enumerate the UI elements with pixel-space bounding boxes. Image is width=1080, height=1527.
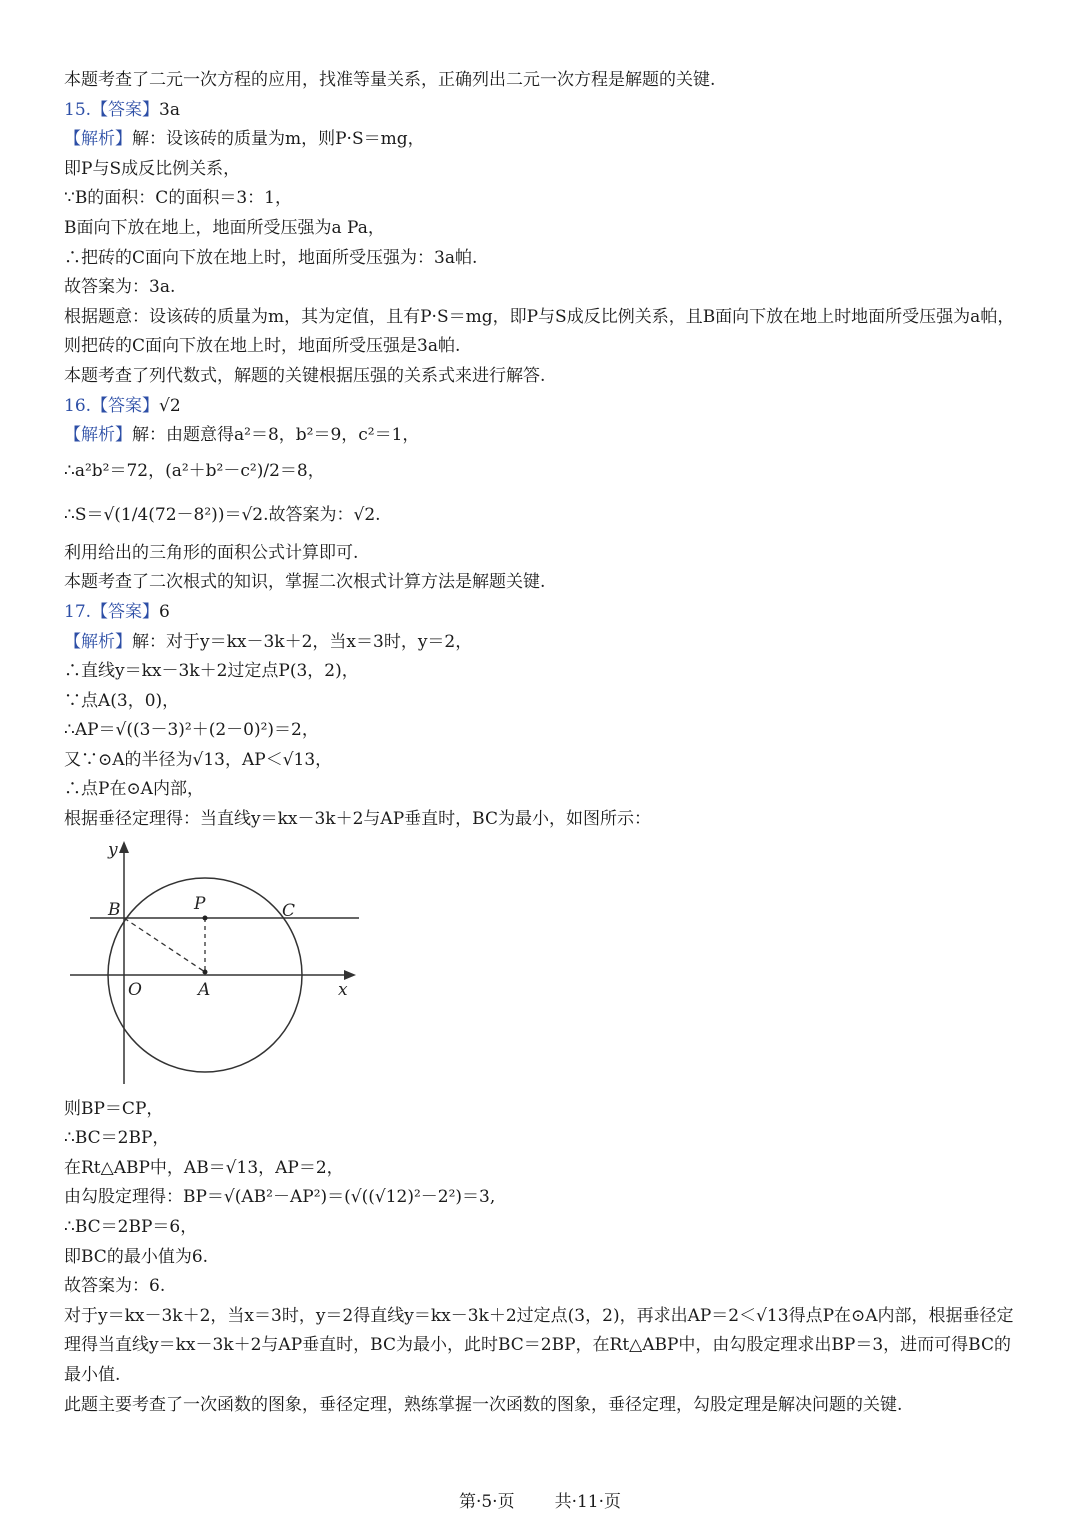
q17-answer: 6 xyxy=(159,601,170,622)
y-axis-arrow xyxy=(119,841,129,853)
q17-solution-line: 根据垂径定理得：当直线y＝kx－3k＋2与AP垂直时，BC为最小，如图所示： xyxy=(64,809,651,830)
q17-solution-line: ∴BC＝2BP， xyxy=(64,1128,170,1149)
point-p xyxy=(203,915,208,920)
q16-answer: √2 xyxy=(159,395,181,416)
q17-solution-line: ∴AP＝√((3－3)²＋(2－0)²)＝2， xyxy=(64,720,319,741)
label-x: x xyxy=(338,979,348,1000)
q17-solution-line: ∴BC＝2BP＝6， xyxy=(64,1217,198,1238)
label-a: A xyxy=(198,979,211,1000)
q17-solution-line: ∴直线y＝kx－3k＋2过定点P(3，2)， xyxy=(64,661,359,682)
page-total: 共·11·页 xyxy=(554,1492,622,1512)
q15-summary: 本题考查了列代数式，解题的关键根据压强的关系式来进行解答. xyxy=(64,365,546,386)
q17-solution-line: ∵点A(3，0)， xyxy=(64,690,180,711)
q17-explanation: 对于y＝kx－3k＋2，当x＝3时，y＝2得直线y＝kx－3k＋2过定点(3，2)，再求出AP＝2＜√13得点P在⊙A内部，根据垂径定理得当直线y＝kx－3k＋2与AP垂直时，BC为最小，此时BC＝2BP，在Rt△ABP中，由勾股定理求出BP＝3，进而可得BC的最小值. xyxy=(64,1305,1014,1385)
label-p: P xyxy=(194,893,206,914)
q17-answer-line xyxy=(64,598,1024,628)
label-c: C xyxy=(282,900,296,921)
q17-analysis-line xyxy=(64,628,1024,658)
q17-solution-line: 在Rt△ABP中，AB＝√13，AP＝2， xyxy=(64,1157,344,1178)
q15-solution-line: ∵B的面积：C的面积＝3：1， xyxy=(64,188,292,209)
q16-summary: 本题考查了二次根式的知识，掌握二次根式计算方法是解题关键. xyxy=(64,572,546,593)
q16-solution-line: 解：由题意得a²＝8，b²＝9，c²＝1， xyxy=(132,425,420,446)
page-number: 第·5·页 xyxy=(458,1492,515,1512)
q15-analysis-tag: 【解析】 xyxy=(64,129,132,150)
q15-answer: 3a xyxy=(159,99,180,120)
top-paragraph: 本题考查了二元一次方程的应用，找准等量关系，正确列出二元一次方程是解题的关键. xyxy=(64,70,716,90)
q17-answer-tag: 【答案】 xyxy=(91,601,160,622)
q17-solution-line: 解：对于y＝kx－3k＋2，当x＝3时，y＝2， xyxy=(132,631,473,652)
q15-solution-line: 故答案为：3a. xyxy=(64,277,176,298)
q17-solution-line: 即BC的最小值为6. xyxy=(64,1246,209,1267)
segment-ab xyxy=(124,918,205,972)
q15-solution-line: 即P与S成反比例关系， xyxy=(64,158,241,179)
document-page xyxy=(64,66,1024,1420)
q16-answer-tag: 【答案】 xyxy=(91,395,160,416)
q15-explanation: 根据题意：设该砖的质量为m，其为定值，且有P·S＝mg，即P与S成反比例关系，且B面向下放在地上时地面所受压强为a帕，则把砖的C面向下放在地上时，地面所受压强是3a帕. xyxy=(64,306,1015,357)
q16-solution-line: ∴a²b²＝72，(a²＋b²－c²)/2＝8， xyxy=(64,460,325,481)
q15-answer-line xyxy=(64,96,1024,126)
q16-analysis-line xyxy=(64,421,1024,451)
q17-solution-line: 由勾股定理得：BP＝√(AB²－AP²)＝(√((√12)²－2²)＝3, xyxy=(64,1187,496,1208)
q15-analysis-line xyxy=(64,125,1024,155)
geometry-diagram xyxy=(64,839,364,1089)
q17-solution-line: 故答案为：6. xyxy=(64,1276,166,1297)
point-a xyxy=(203,969,208,974)
q16-number: 16. xyxy=(64,395,92,416)
q17-solution-line: ∴点P在⊙A内部， xyxy=(64,779,204,800)
q16-solution-line: ∴S＝√(1/4(72－8²))＝√2.故答案为：√2. xyxy=(64,504,381,525)
q15-answer-tag: 【答案】 xyxy=(91,99,160,120)
label-b: B xyxy=(108,899,121,920)
label-o: O xyxy=(128,979,142,1000)
q16-answer-line xyxy=(64,392,1024,422)
q17-number: 17. xyxy=(64,601,92,622)
q16-analysis-tag: 【解析】 xyxy=(64,425,132,446)
x-axis-arrow xyxy=(344,970,356,980)
q15-solution-line: ∴把砖的C面向下放在地上时，地面所受压强为：3a帕. xyxy=(64,247,478,268)
page-footer xyxy=(0,1487,1080,1512)
circle-figure xyxy=(64,839,364,1089)
q15-solution-line: B面向下放在地上，地面所受压强为a Pa， xyxy=(64,217,385,238)
q16-solution-line: 利用给出的三角形的面积公式计算即可. xyxy=(64,542,359,563)
q17-analysis-tag: 【解析】 xyxy=(64,631,132,652)
q17-summary: 此题主要考查了一次函数的图象，垂径定理，熟练掌握一次函数的图象，垂径定理，勾股定理是解决问题的关键. xyxy=(64,1394,903,1415)
label-y: y xyxy=(108,839,118,860)
q15-solution-line: 解：设该砖的质量为m，则P·S＝mg， xyxy=(132,129,425,150)
q17-solution-line: 又∵⊙A的半径为√13，AP＜√13， xyxy=(64,749,333,770)
q15-number: 15. xyxy=(64,99,92,120)
q17-solution-line: 则BP＝CP， xyxy=(64,1098,164,1119)
